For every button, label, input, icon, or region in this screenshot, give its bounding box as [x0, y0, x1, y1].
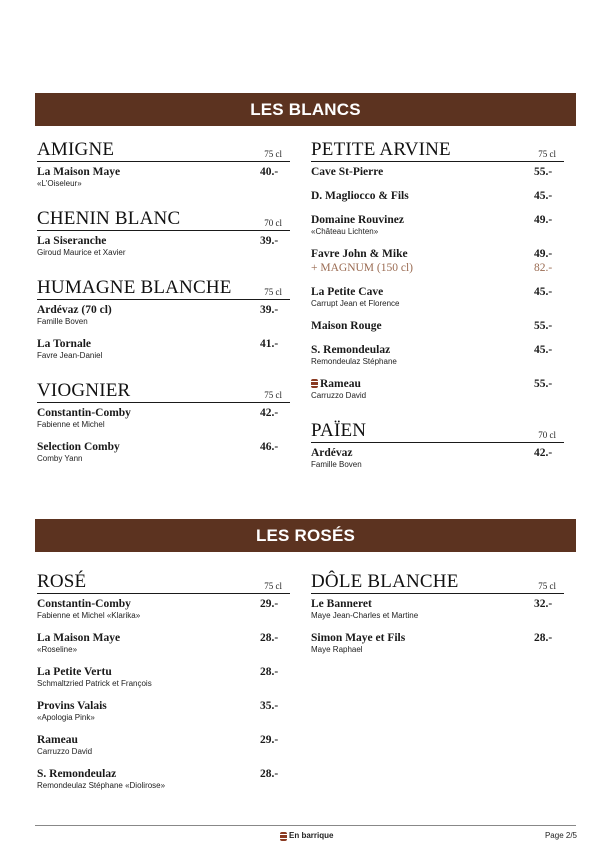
wine-text — [311, 248, 408, 261]
wine-price: 28.- — [534, 632, 553, 644]
wine-name-line — [37, 734, 92, 747]
wine-entry — [37, 700, 290, 723]
wine-text — [37, 235, 125, 258]
wine-price: 39.- — [260, 235, 279, 247]
wine-text — [37, 304, 112, 327]
section-header — [37, 140, 290, 162]
wine-text — [37, 768, 165, 791]
wine-text — [311, 166, 383, 179]
wine-price: 28.- — [260, 768, 279, 780]
wine-text — [311, 320, 382, 333]
producer: Remondeulaz Stéphane — [311, 357, 397, 366]
bottle-size: 75 cl — [264, 390, 282, 400]
bottle-size: 75 cl — [538, 149, 556, 159]
wine-name-line — [311, 166, 383, 179]
section-title: CHENIN BLANC — [37, 208, 181, 229]
wine-name-line — [37, 304, 112, 317]
wine-name-line — [311, 447, 362, 460]
section-title: DÔLE BLANCHE — [311, 571, 459, 592]
wine-name: Maison Rouge — [311, 320, 382, 332]
wine-name-line — [37, 666, 152, 679]
wine-section — [311, 572, 564, 655]
wine-name-line — [311, 286, 400, 299]
wine-entry — [37, 441, 290, 464]
wine-section — [37, 572, 290, 791]
wine-name-line — [37, 768, 165, 781]
wine-text — [37, 700, 107, 723]
wine-price: 49.- — [534, 248, 553, 260]
producer: Favre Jean-Daniel — [37, 351, 103, 360]
wine-text — [37, 338, 102, 361]
wine-entry — [311, 378, 564, 401]
wine-text — [37, 166, 120, 189]
bottle-size: 75 cl — [538, 581, 556, 591]
wine-text — [37, 407, 131, 430]
wine-name-line — [311, 632, 405, 645]
wine-name: La Tornale — [37, 338, 92, 350]
wine-text — [311, 598, 418, 621]
wine-entry — [311, 598, 564, 621]
wine-price: 41.- — [260, 338, 279, 350]
wine-name: Cave St-Pierre — [311, 166, 384, 178]
wine-text — [311, 447, 362, 470]
wine-price: 42.- — [260, 407, 279, 419]
wine-text — [311, 262, 413, 275]
wine-name: Selection Comby — [37, 441, 120, 453]
section-title: PETITE ARVINE — [311, 139, 451, 160]
wine-price: 29.- — [260, 734, 279, 746]
wine-name-line — [37, 700, 107, 713]
wine-name-line — [311, 378, 366, 391]
wine-name: Favre John & Mike — [311, 248, 408, 260]
section-header — [311, 572, 564, 594]
wine-entry — [37, 598, 290, 621]
wine-name-line — [37, 166, 120, 179]
roses-right-column — [311, 572, 564, 675]
wine-name: Domaine Rouvinez — [311, 214, 404, 226]
wine-name: La Maison Maye — [37, 632, 121, 644]
section-title: ROSÉ — [37, 571, 87, 592]
wine-name-line — [311, 598, 418, 611]
wine-entry — [37, 632, 290, 655]
wine-name-line — [311, 344, 397, 357]
wine-price: 55.- — [534, 320, 553, 332]
wine-entry — [311, 632, 564, 655]
wine-name: D. Magliocco & Fils — [311, 190, 409, 202]
wine-text — [37, 632, 120, 655]
section-header — [37, 209, 290, 231]
wine-price: 45.- — [534, 286, 553, 298]
producer: Fabienne et Michel — [37, 420, 105, 429]
producer: «Roseline» — [37, 645, 78, 654]
barrel-icon — [311, 379, 318, 388]
wine-price: 46.- — [260, 441, 279, 453]
wine-entry — [311, 344, 564, 367]
section-title: HUMAGNE BLANCHE — [37, 277, 232, 298]
wine-entry — [37, 304, 290, 327]
section-title: PAÏEN — [311, 420, 367, 441]
producer: «L'Oiseleur» — [37, 179, 82, 188]
wine-text — [37, 598, 140, 621]
wine-name: S. Remondeulaz — [311, 344, 391, 356]
section-title: VIOGNIER — [37, 380, 131, 401]
wine-name: La Siseranche — [37, 235, 107, 247]
wine-name: Ardévaz (70 cl) — [37, 304, 112, 316]
wine-price: 39.- — [260, 304, 279, 316]
bottle-size: 75 cl — [264, 581, 282, 591]
footer-divider — [35, 825, 576, 826]
wine-price: 82.- — [534, 262, 553, 274]
wine-entry — [311, 166, 564, 179]
producer: Maye Raphael — [311, 645, 363, 654]
producer: Giroud Maurice et Xavier — [37, 248, 126, 257]
wine-price: 35.- — [260, 700, 279, 712]
blancs-right-column — [311, 140, 564, 490]
wine-price: 45.- — [534, 344, 553, 356]
wine-name-line — [37, 598, 140, 611]
wine-name-line — [37, 235, 125, 248]
wine-name: La Petite Vertu — [37, 666, 112, 678]
producer: Comby Yann — [37, 454, 83, 463]
wine-name: S. Remondeulaz — [37, 768, 117, 780]
wine-section — [37, 209, 290, 258]
wine-entry — [311, 214, 564, 237]
footer-legend-label: En barrique — [289, 831, 334, 840]
wine-name-line — [311, 214, 404, 227]
wine-entry — [37, 166, 290, 189]
wine-name-line — [37, 338, 102, 351]
wine-name: Le Banneret — [311, 598, 372, 610]
footer-legend — [280, 831, 333, 840]
roses-left-column — [37, 572, 290, 811]
wine-name: Rameau — [320, 378, 361, 390]
wine-entry — [311, 248, 564, 261]
producer: Famille Boven — [311, 460, 362, 469]
wine-text — [37, 734, 92, 757]
wine-name: Simon Maye et Fils — [311, 632, 406, 644]
wine-name-line — [37, 441, 120, 454]
wine-price: 29.- — [260, 598, 279, 610]
wine-entry — [37, 407, 290, 430]
wine-text — [311, 190, 409, 203]
wine-name-line — [311, 248, 408, 261]
wine-entry — [37, 734, 290, 757]
wine-price: 55.- — [534, 378, 553, 390]
producer: Remondeulaz Stéphane «Diolirose» — [37, 781, 166, 790]
producer: Carrupt Jean et Florence — [311, 299, 400, 308]
producer: «Apologia Pink» — [37, 713, 95, 722]
wine-section — [37, 381, 290, 464]
wine-section — [37, 278, 290, 361]
wine-section — [311, 140, 564, 401]
wine-text — [311, 214, 404, 237]
wine-text — [37, 666, 152, 689]
wine-price: 32.- — [534, 598, 553, 610]
wine-entry — [311, 262, 564, 275]
barrel-icon — [280, 832, 287, 841]
wine-entry — [311, 286, 564, 309]
wine-section — [37, 140, 290, 189]
wine-name-line — [37, 407, 131, 420]
wine-entry — [311, 447, 564, 470]
section-header — [311, 421, 564, 443]
producer: Famille Boven — [37, 317, 88, 326]
producer: Schmaltzried Patrick et François — [37, 679, 152, 688]
wine-name: Rameau — [37, 734, 78, 746]
section-header — [311, 140, 564, 162]
wine-price: 28.- — [260, 666, 279, 678]
producer: Maye Jean-Charles et Martine — [311, 611, 419, 620]
wine-name: Ardévaz — [311, 447, 353, 459]
wine-name: + MAGNUM (150 cl) — [311, 262, 413, 274]
wine-name-line — [311, 320, 382, 333]
wine-price: 42.- — [534, 447, 553, 459]
wine-price: 40.- — [260, 166, 279, 178]
section-header — [37, 278, 290, 300]
wine-text — [311, 378, 366, 401]
bottle-size: 75 cl — [264, 287, 282, 297]
banner-les-roses: LES ROSÉS — [35, 519, 576, 552]
wine-name-line — [311, 190, 409, 203]
wine-name: La Maison Maye — [37, 166, 121, 178]
wine-text — [37, 441, 120, 464]
wine-name: La Petite Cave — [311, 286, 384, 298]
wine-name: Constantin-Comby — [37, 598, 131, 610]
wine-price: 49.- — [534, 214, 553, 226]
section-header — [37, 572, 290, 594]
producer: Carruzzo David — [37, 747, 93, 756]
producer: Carruzzo David — [311, 391, 367, 400]
banner-les-blancs: LES BLANCS — [35, 93, 576, 126]
section-title: AMIGNE — [37, 139, 115, 160]
page-number: Page 2/5 — [544, 831, 577, 840]
wine-name: Provins Valais — [37, 700, 107, 712]
wine-text — [311, 632, 405, 655]
wine-entry — [37, 666, 290, 689]
section-header — [37, 381, 290, 403]
producer: Fabienne et Michel «Klarika» — [37, 611, 141, 620]
bottle-size: 75 cl — [264, 149, 282, 159]
wine-entry — [311, 320, 564, 333]
wine-entry — [37, 768, 290, 791]
producer: «Château Lichten» — [311, 227, 379, 236]
wine-name: Constantin-Comby — [37, 407, 131, 419]
wine-entry — [37, 338, 290, 361]
wine-name-line — [37, 632, 120, 645]
wine-price: 28.- — [260, 632, 279, 644]
blancs-left-column — [37, 140, 290, 484]
wine-text — [311, 344, 397, 367]
wine-price: 55.- — [534, 166, 553, 178]
wine-entry — [37, 235, 290, 258]
wine-price: 45.- — [534, 190, 553, 202]
bottle-size: 70 cl — [538, 430, 556, 440]
wine-text — [311, 286, 400, 309]
bottle-size: 70 cl — [264, 218, 282, 228]
wine-entry — [311, 190, 564, 203]
wine-name-line — [311, 262, 413, 275]
wine-section — [311, 421, 564, 470]
